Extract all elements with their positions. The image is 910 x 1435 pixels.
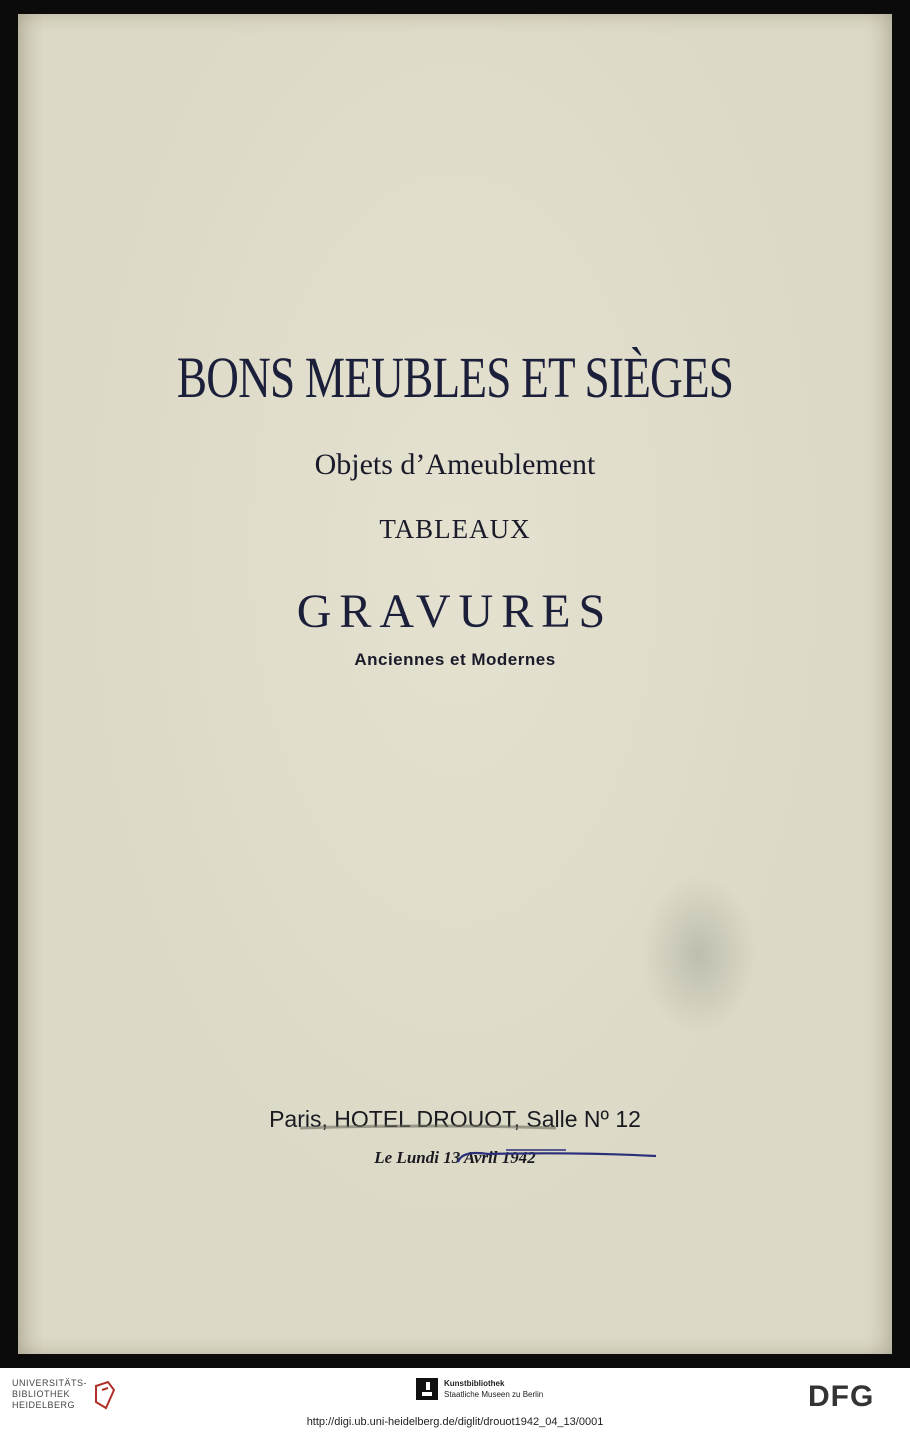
gravures-subtitle: Anciennes et Modernes bbox=[354, 650, 556, 669]
ub-logo-line: BIBLIOTHEK bbox=[12, 1389, 71, 1399]
university-seal-icon bbox=[92, 1380, 118, 1410]
pen-strike-mark bbox=[18, 14, 892, 1354]
kb-logo-title: Kunstbibliothek bbox=[444, 1379, 505, 1388]
ub-logo-line: UNIVERSITÄTS- bbox=[12, 1378, 88, 1388]
cover-subtitle: Objets d’Ameublement bbox=[314, 448, 596, 481]
catalogue-cover-page bbox=[18, 14, 892, 1354]
university-library-logo[interactable] bbox=[12, 1378, 118, 1411]
permalink-url[interactable]: http://digi.ub.uni-heidelberg.de/diglit/drouot1942_04_13/0001 bbox=[306, 1416, 604, 1428]
cover-title: BONS MEUBLES ET SIÈGES bbox=[176, 345, 734, 410]
kunstbibliothek-logo[interactable] bbox=[416, 1378, 543, 1400]
cover-section-tableaux: TABLEAUX bbox=[379, 514, 531, 544]
cover-section-gravures: GRAVURES bbox=[296, 585, 614, 638]
viewer-footer bbox=[0, 1368, 910, 1435]
ub-logo-line: HEIDELBERG bbox=[12, 1400, 76, 1410]
sale-date: Le Lundi 13 Avril 1942 bbox=[374, 1148, 536, 1167]
dfg-logo[interactable]: DFG bbox=[808, 1380, 875, 1413]
kb-logo-subtitle: Staatliche Museen zu Berlin bbox=[444, 1390, 544, 1399]
kunstbibliothek-mark-icon bbox=[416, 1378, 438, 1400]
sale-venue: Paris, HOTEL DROUOT, Salle Nº 12 bbox=[269, 1106, 641, 1132]
